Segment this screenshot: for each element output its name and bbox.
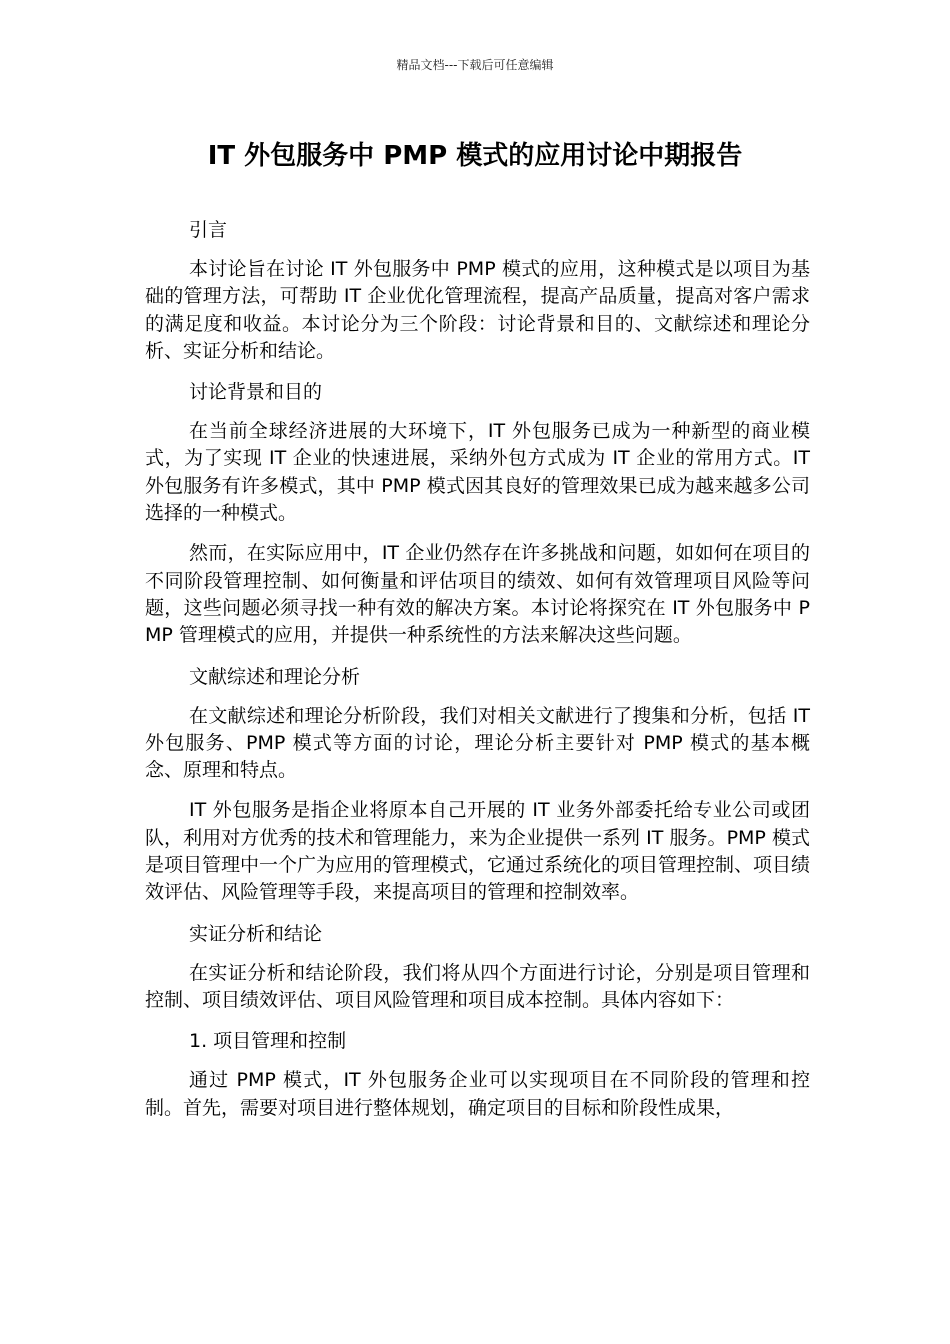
paragraph: 在实证分析和结论阶段，我们将从四个方面进行讨论，分别是项目管理和控制、项目绩效评估、项目风险管理和项目成本控制。具体内容如下： (145, 961, 810, 1011)
paragraph: 通过 PMP 模式，IT 外包服务企业可以实现项目在不同阶段的管理和控制。首先，需要对项目进行整体规划，确定项目的目标和阶段性成果， (145, 1069, 810, 1119)
section-heading-empirical: 实证分析和结论 (189, 922, 323, 945)
section-heading-intro: 引言 (189, 219, 228, 241)
document-body (145, 216, 810, 1135)
paragraph: 在文献综述和理论分析阶段，我们对相关文献进行了搜集和分析，包括 IT 外包服务、PMP 模式等方面的讨论，理论分析主要针对 PMP 模式的基本概念、原理和特点。 (145, 704, 810, 782)
paragraph: 在当前全球经济进展的大环境下，IT 外包服务已成为一种新型的商业模式，为了实现 IT 企业的快速进展，采纳外包方式成为 IT 企业的常用方式。IT 外包服务有许多模式，其中 PMP 模式因其良好的管理效果已成为越来越多公司选择的一种模式。 (145, 420, 810, 525)
document-title: IT 外包服务中 PMP 模式的应用讨论中期报告 (207, 141, 743, 171)
paragraph: 本讨论旨在讨论 IT 外包服务中 PMP 模式的应用，这种模式是以项目为基础的管理方法，可帮助 IT 企业优化管理流程，提高产品质量，提高对客户需求的满足度和收益。本讨论分为三个阶段：讨论背景和目的、文献综述和理论分析、实证分析和结论。 (145, 258, 810, 362)
paragraph: 然而，在实际应用中，IT 企业仍然存在许多挑战和问题，如如何在项目的不同阶段管理控制、如何衡量和评估项目的绩效、如何有效管理项目风险等问题，这些问题必须寻找一种有效的解决方案。本讨论将探究在 IT 外包服务中 PMP 管理模式的应用，并提供一种系统性的方法来解决这些问题。 (145, 542, 810, 647)
paragraph: IT 外包服务是指企业将原本自己开展的 IT 业务外部委托给专业公司或团队，利用对方优秀的技术和管理能力，来为企业提供一系列 IT 服务。PMP 模式是项目管理中一个广为应用的管理模式，它通过系统化的项目管理控制、项目绩效评估、风险管理等手段，来提高项目的管理和控制效率。 (145, 799, 811, 904)
section-heading-project-management: 1. 项目管理和控制 (189, 1030, 347, 1053)
section-heading-background: 讨论背景和目的 (189, 381, 323, 404)
header-note: 精品文档---下载后可任意编辑 (396, 58, 554, 72)
section-heading-literature: 文献综述和理论分析 (189, 665, 361, 688)
